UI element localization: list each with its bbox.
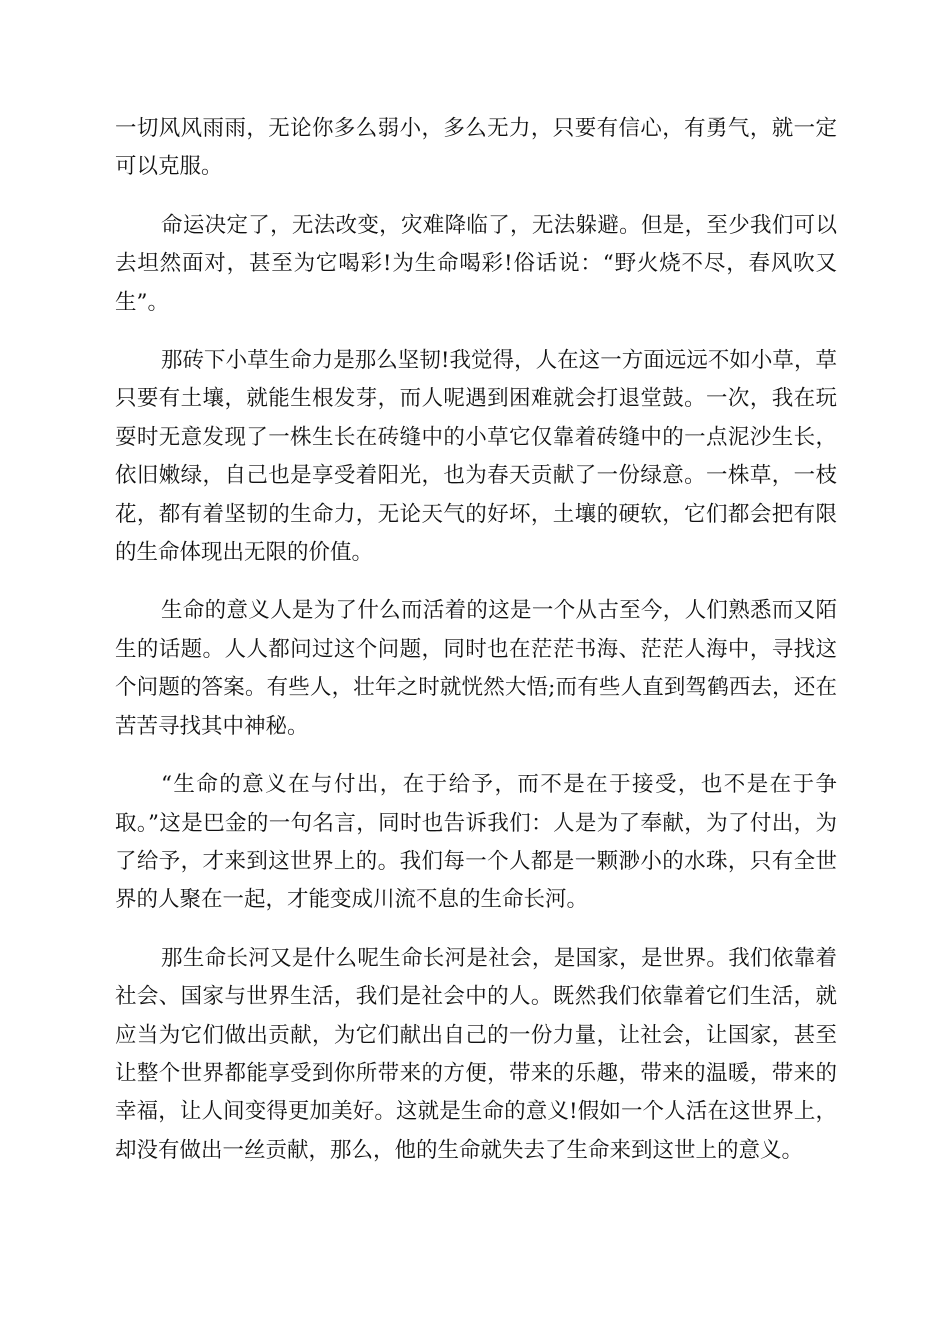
document-body: [115, 110, 837, 1190]
paragraph-1: 一切风风雨雨，无论你多么弱小，多么无力，只要有信心，有勇气，就一定可以克服。: [115, 116, 837, 180]
paragraph-5: “生命的意义在与付出，在于给予，而不是在于接受，也不是在于争取。”这是巴金的一句名言，同时也告诉我们：人是为了奉献，为了付出，为了给予，才来到这世界上的。我们每一个人都是一颗渺小的水珠，只有全世界的人聚在一起，才能变成川流不息的生命长河。: [115, 772, 837, 913]
paragraph-3: 那砖下小草生命力是那么坚韧!我觉得，人在这一方面远远不如小草，草只要有土壤，就能生根发芽，而人呢遇到困难就会打退堂鼓。一次，我在玩耍时无意发现了一株生长在砖缝中的小草它仅靠着砖缝中的一点泥沙生长，依旧嫩绿，自己也是享受着阳光，也为春天贡献了一份绿意。一株草，一枝花，都有着坚韧的生命力，无论天气的好坏，土壤的硬软，它们都会把有限的生命体现出无限的价值。: [115, 348, 837, 566]
paragraph-4: 生命的意义人是为了什么而活着的这是一个从古至今，人们熟悉而又陌生的话题。人人都问过这个问题，同时也在茫茫书海、茫茫人海中，寻找这个问题的答案。有些人，壮年之时就恍然大悟;而有些人直到驾鹤西去，还在苦苦寻找其中神秘。: [115, 598, 837, 739]
paragraph-2: 命运决定了，无法改变，灾难降临了，无法躲避。但是，至少我们可以去坦然面对，甚至为它喝彩!为生命喝彩!俗话说：“野火烧不尽，春风吹又生”。: [115, 212, 837, 315]
paragraph-6: 那生命长河又是什么呢生命长河是社会，是国家，是世界。我们依靠着社会、国家与世界生活，我们是社会中的人。既然我们依靠着它们生活，就应当为它们做出贡献，为它们献出自己的一份力量，让社会，让国家，甚至让整个世界都能享受到你所带来的方便，带来的乐趣，带来的温暖，带来的幸福，让人间变得更加美好。这就是生命的意义!假如一个人活在这世界上，却没有做出一丝贡献，那么，他的生命就失去了生命来到这世上的意义。: [115, 945, 837, 1163]
